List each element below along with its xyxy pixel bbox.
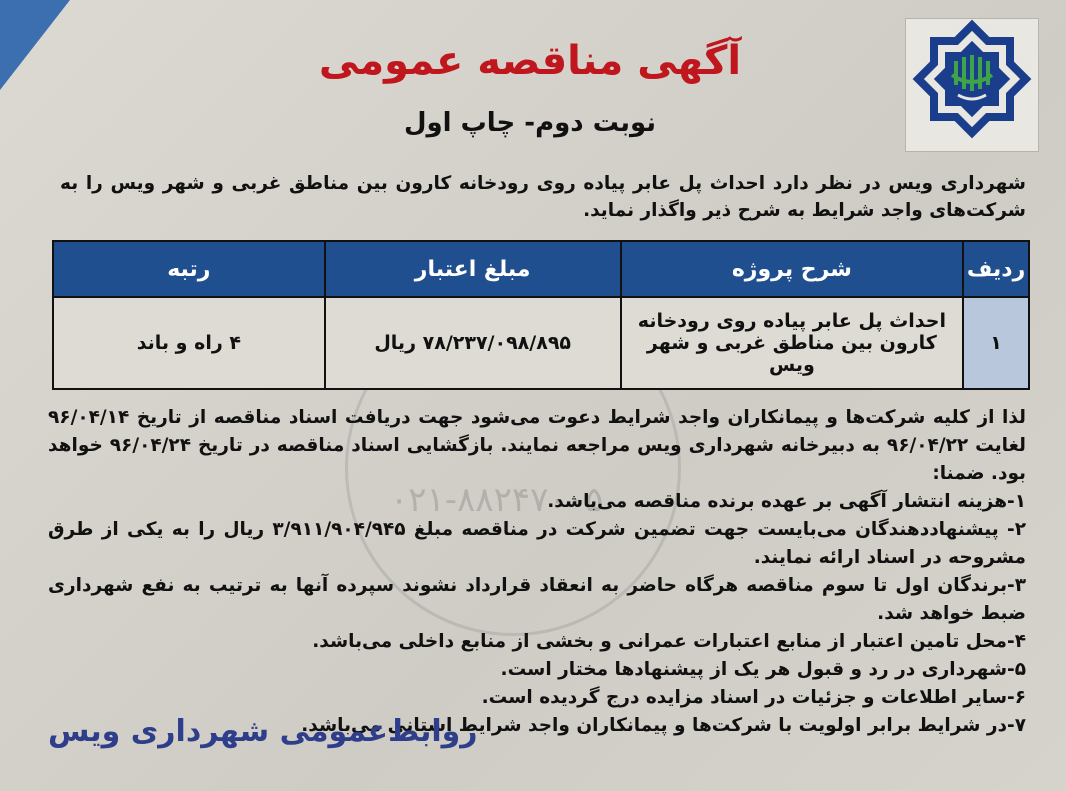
condition-item-7: ۷-در شرایط برابر اولویت با شرکت‌ها و پیمانکاران واجد شرایط استانی می‌باشد. xyxy=(301,715,1026,736)
header-project-description: شرح پروژه xyxy=(621,241,963,297)
table-row xyxy=(53,297,1029,389)
header-rank: رتبه xyxy=(53,241,325,297)
cell-row-number: ۱ xyxy=(963,297,1029,389)
page-subtitle: نوبت دوم- چاپ اول xyxy=(403,108,657,138)
cell-credit-amount: ۷۸/۲۳۷/۰۹۸/۸۹۵ ریال xyxy=(325,297,621,389)
header-credit-amount: مبلغ اعتبار xyxy=(325,241,621,297)
municipality-logo xyxy=(905,18,1039,152)
condition-item-5: ۵-شهرداری در رد و قبول هر یک از پیشنهادها مختار است. xyxy=(500,659,1026,680)
corner-decoration xyxy=(0,0,70,90)
condition-item-1: ۱-هزینه انتشار آگهی بر عهده برنده مناقصه می‌باشد. xyxy=(547,491,1026,512)
page-title: آگهی مناقصه عمومی xyxy=(318,38,742,84)
header-row-number: ردیف xyxy=(963,241,1029,297)
project-table xyxy=(52,240,1030,390)
cell-project-description: احداث پل عابر پیاده روی رودخانه کارون بین مناطق غربی و شهر ویس xyxy=(621,297,963,389)
cell-rank: ۴ راه و باند xyxy=(53,297,325,389)
condition-item-3: ۳-برندگان اول تا سوم مناقصه هرگاه حاضر به انعقاد قرارداد نشوند سپرده آنها به ترتیب به نفع شهرداری ضبط خواهد شد. xyxy=(48,575,1026,624)
condition-item-6: ۶-سایر اطلاعات و جزئیات در اسناد مزایده درج گردیده است. xyxy=(481,687,1026,708)
signature: روابط‌عمومی شهرداری ویس xyxy=(48,714,478,749)
table-header-row xyxy=(53,241,1029,297)
condition-item-4: ۴-محل تامین اعتبار از منابع اعتبارات عمرانی و بخشی از منابع داخلی می‌باشد. xyxy=(312,631,1026,652)
invitation-paragraph: لذا از کلیه شرکت‌ها و پیمانکاران واجد شرایط دعوت می‌شود جهت دریافت اسناد مناقصه از تاریخ ۹۶/۰۴/۱۴ لغایت ۹۶/۰۴/۲۲ به دبیرخانه شهرداری ویس مراجعه نمایند. بازگشایی اسناد مناقصه در تاریخ ۹۶/۰۴/۲۴ خواهد بود. ضمنا: xyxy=(48,407,1026,484)
watermark-phone: ۰۲۱-۸۸۲۴۷۰۰۵ xyxy=(390,480,604,520)
conditions-section xyxy=(48,404,1026,740)
condition-item-2: ۲- پیشنهاددهندگان می‌بایست جهت تضمین شرکت در مناقصه مبلغ ۳/۹۱۱/۹۰۴/۹۴۵ ریال را به یکی از طرق مشروحه در اسناد ارائه نمایند. xyxy=(48,519,1026,568)
star-logo-icon xyxy=(906,19,1038,151)
intro-paragraph: شهرداری ویس در نظر دارد احداث پل عابر پیاده روی رودخانه کارون بین مناطق غربی و شهر ویس را به شرکت‌های واجد شرایط به شرح ذیر واگذار نماید. xyxy=(60,173,1026,221)
